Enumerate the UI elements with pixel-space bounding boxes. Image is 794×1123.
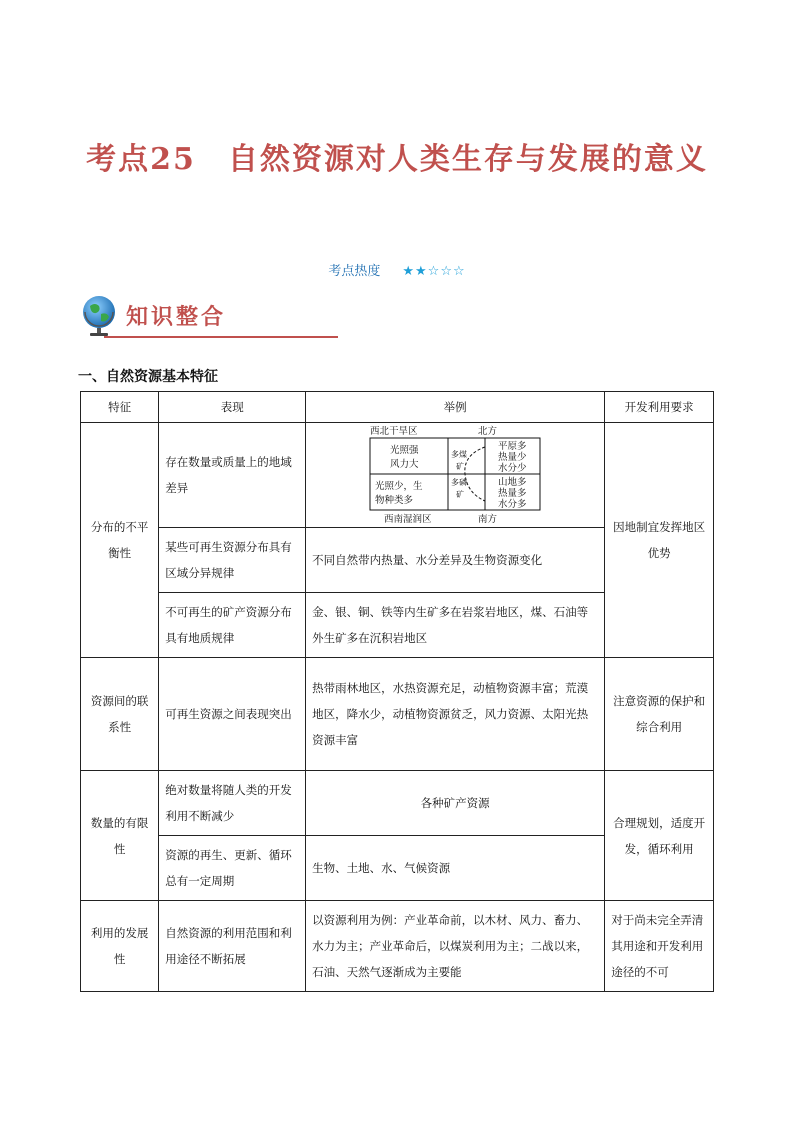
globe-icon [76, 292, 122, 338]
table-row [81, 901, 714, 992]
diagram-text-br2: 热量多 [498, 488, 527, 499]
feature-cell: 数量的有限性 [81, 771, 159, 901]
knowledge-header [76, 292, 262, 342]
example-cell: 生物、土地、水、气候资源 [306, 836, 605, 901]
requirement-cell: 对于尚未完全弄清其用途和开发利用途径的不可 [605, 901, 714, 992]
performance-cell: 某些可再生资源分布具有区域分异规律 [159, 528, 306, 593]
example-cell: 热带雨林地区，水热资源充足，动植物资源丰富；荒漠地区，降水少，动植物资源贫乏，风力资源、太阳光热资源丰富 [306, 658, 605, 771]
section-title: 一、自然资源基本特征 [78, 369, 218, 385]
table-row [81, 771, 714, 836]
diagram-text-m3: 多磷 [451, 478, 468, 487]
example-cell: 各种矿产资源 [306, 771, 605, 836]
table-row [81, 658, 714, 771]
features-table [80, 391, 714, 992]
heat-stars: ★★☆☆☆ [402, 264, 466, 279]
diagram-text-tr3: 水分少 [498, 463, 527, 474]
diagram-text-br3: 水分多 [498, 499, 527, 510]
table-header: 特征 [81, 392, 159, 423]
table-row [81, 423, 714, 528]
table-header: 表现 [159, 392, 306, 423]
performance-cell: 不可再生的矿产资源分布具有地质规律 [159, 593, 306, 658]
diagram-text-tl1: 光照强 [390, 445, 419, 456]
example-cell: 以资源利用为例：产业革命前，以木材、风力、畜力、水力为主；产业革命后，以煤炭利用为主；二战以来，石油、天然气逐渐成为主要能 [306, 901, 605, 992]
performance-cell: 资源的再生、更新、循环总有一定周期 [159, 836, 306, 901]
requirement-cell: 合理规划，适度开发，循环利用 [605, 771, 714, 901]
feature-cell: 资源间的联系性 [81, 658, 159, 771]
performance-cell: 绝对数量将随人类的开发利用不断减少 [159, 771, 306, 836]
page-title: 考点25 自然资源对人类生存与发展的意义 [86, 142, 708, 177]
heat-rating [0, 260, 794, 279]
diagram-text-tr1: 平原多 [498, 441, 527, 452]
diagram-text-br1: 山地多 [498, 477, 527, 488]
performance-cell: 可再生资源之间表现突出 [159, 658, 306, 771]
table-header-row [81, 392, 714, 423]
diagram-text-m2: 矿 [456, 462, 465, 471]
diagram-text-tr2: 热量少 [498, 452, 527, 463]
example-cell: 金、银、铜、铁等内生矿多在岩浆岩地区，煤、石油等外生矿多在沉积岩地区 [306, 593, 605, 658]
distribution-diagram [360, 425, 550, 525]
diagram-label-s: 南方 [478, 514, 498, 525]
diagram-text-tl2: 风力大 [390, 459, 419, 470]
example-diagram-cell [306, 423, 605, 528]
example-cell: 不同自然带内热量、水分差异及生物资源变化 [306, 528, 605, 593]
diagram-label-nw: 西北干旱区 [370, 426, 418, 437]
feature-cell: 利用的发展性 [81, 901, 159, 992]
requirement-cell: 注意资源的保护和综合利用 [605, 658, 714, 771]
performance-cell: 存在数量或质量上的地域差异 [159, 423, 306, 528]
diagram-label-n: 北方 [478, 426, 498, 437]
heat-label: 考点热度 [328, 264, 381, 279]
diagram-text-bl1: 光照少，生 [375, 481, 423, 492]
diagram-text-bl2: 物种类多 [375, 495, 414, 506]
header-underline [104, 336, 338, 338]
knowledge-title: 知识整合 [126, 304, 227, 330]
table-header: 举例 [306, 392, 605, 423]
table-header: 开发利用要求 [605, 392, 714, 423]
performance-cell: 自然资源的利用范围和利用途径不断拓展 [159, 901, 306, 992]
requirement-cell: 因地制宜发挥地区优势 [605, 423, 714, 658]
diagram-text-m4: 矿 [456, 490, 465, 499]
feature-cell: 分布的不平衡性 [81, 423, 159, 658]
diagram-text-m1: 多煤 [451, 450, 468, 459]
diagram-label-sw: 西南湿润区 [384, 514, 432, 525]
